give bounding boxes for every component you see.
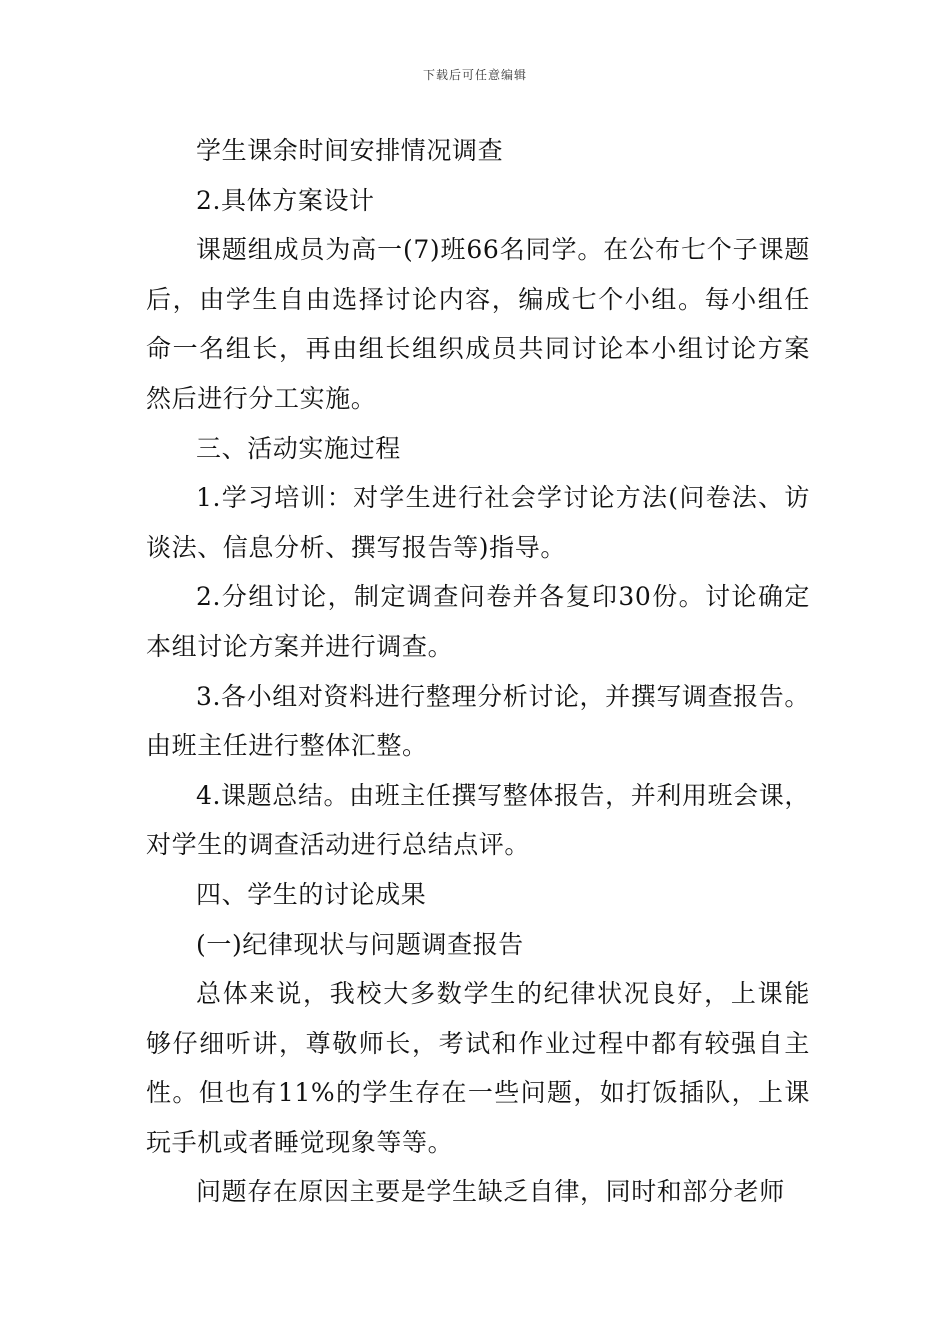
paragraph-section-three-heading: 三、活动实施过程 (196, 433, 401, 463)
paragraph-step-summary: 4.课题总结。由班主任撰写整体报告，并利用班会课，对学生的调查活动进行总结点评。 (146, 780, 810, 860)
paragraph-step-analysis: 3.各小组对资料进行整理分析讨论，并撰写调查报告。由班主任进行整体汇整。 (146, 681, 810, 761)
paragraph-section-four-heading: 四、学生的讨论成果 (196, 879, 427, 909)
paragraph-survey-title: 学生课余时间安排情况调查 (196, 136, 504, 165)
paragraph-step-group-discussion: 2.分组讨论，制定调查问卷并各复印30份。讨论确定本组讨论方案并进行调查。 (146, 582, 810, 661)
paragraph-plan-heading: 2.具体方案设计 (196, 185, 375, 215)
paragraph-discipline-overview: 总体来说，我校大多数学生的纪律状况良好，上课能够仔细听讲，尊敬师长，考试和作业过程中都有较强自主性。但也有11%的学生存在一些问题，如打饭插队，上课玩手机或者睡觉现象等等。 (146, 979, 810, 1157)
document-body (146, 126, 810, 1217)
paragraph-step-training: 1.学习培训：对学生进行社会学讨论方法(问卷法、访谈法、信息分析、撰写报告等)指导。 (146, 483, 810, 562)
paragraph-group-members: 课题组成员为高一(7)班66名同学。在公布七个子课题后，由学生自由选择讨论内容，编成七个小组。每小组任命一名组长，再由组长组织成员共同讨论本小组讨论方案然后进行分工实施。 (146, 235, 810, 413)
page-header-note: 下载后可任意编辑 (422, 68, 527, 82)
paragraph-problem-causes: 问题存在原因主要是学生缺乏自律，同时和部分老师 (196, 1177, 785, 1207)
paragraph-report-heading: (一)纪律现状与问题调查报告 (196, 929, 524, 959)
